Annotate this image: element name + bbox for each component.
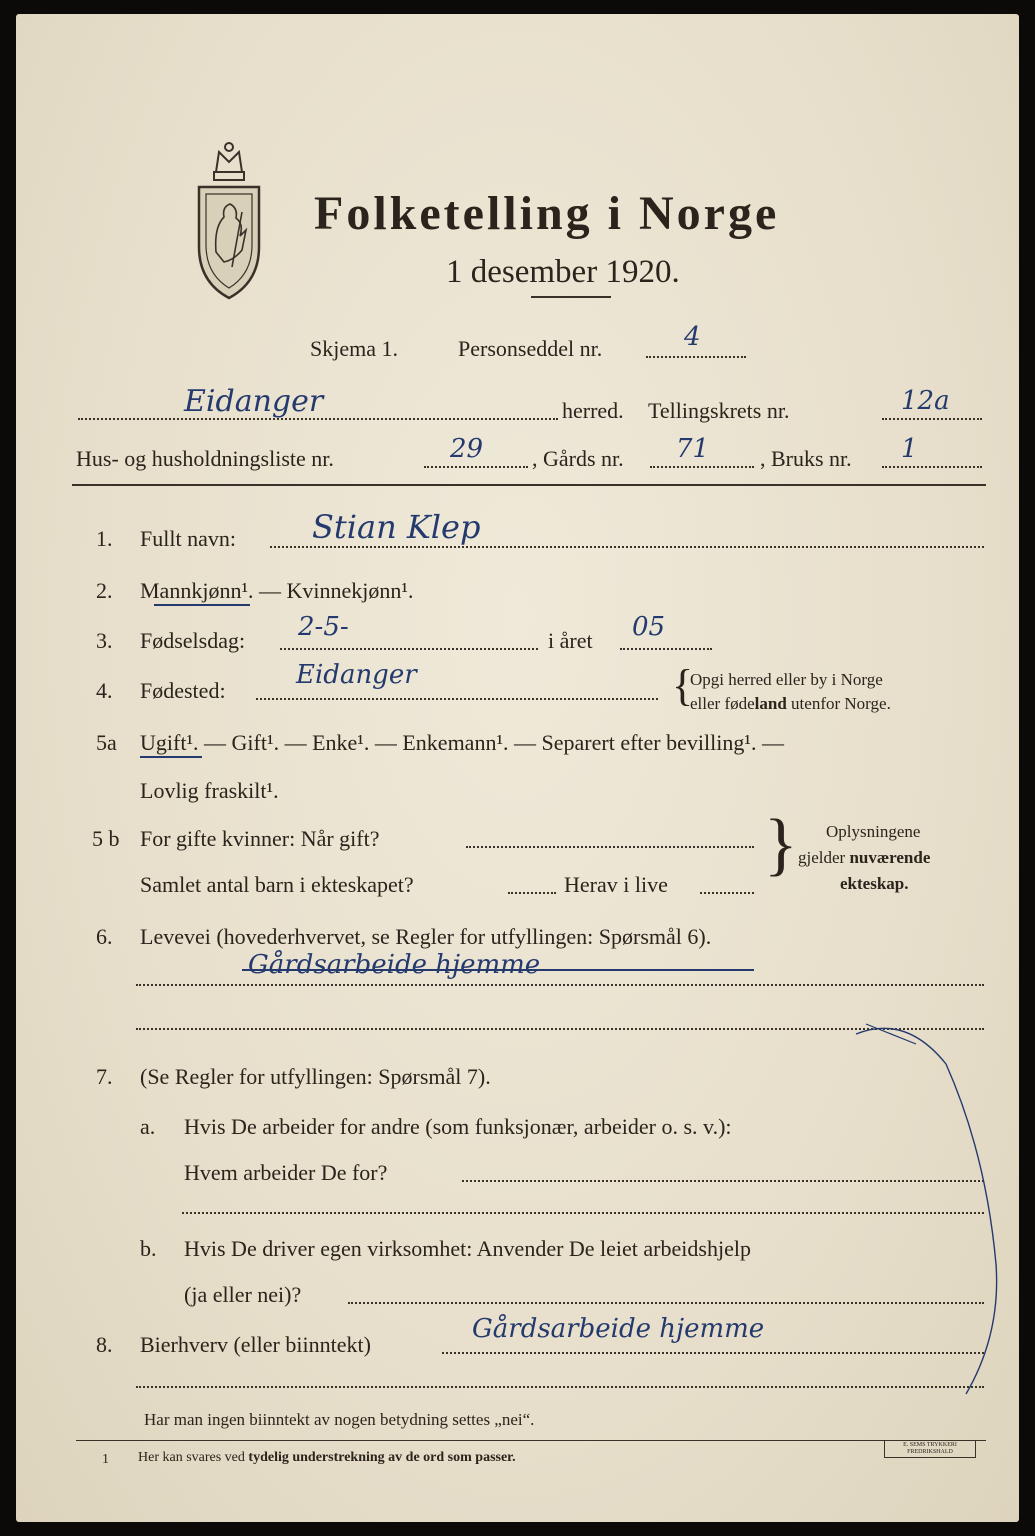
year-value[interactable]: 05 (632, 612, 666, 642)
household-list-label: Hus- og husholdningsliste nr. (76, 446, 334, 471)
tellingskrets-label: Tellingskrets nr. (648, 398, 790, 423)
marriage-note-1: Oplysningene (826, 822, 921, 841)
birthday-line (280, 648, 538, 650)
q7a-letter: a. (140, 1114, 156, 1139)
household-list-value[interactable]: 29 (450, 434, 484, 464)
year-line (620, 648, 712, 650)
marriage-note-2: gjelder nuværende (798, 848, 931, 867)
q2-number: 2. (96, 578, 113, 603)
bruks-value[interactable]: 1 (901, 434, 918, 464)
q7-label: (Se Regler for utfyllingen: Spørsmål 7). (140, 1064, 491, 1089)
household-list-line (424, 466, 528, 468)
personseddel-label: Personseddel nr. (458, 336, 603, 361)
occupation-line-1 (136, 984, 984, 986)
side-income-value[interactable]: Gårdsarbeide hjemme (472, 1314, 765, 1344)
occupation-label: Levevei (hovederhvervet, se Regler for utfyllingen: Spørsmål 6). (140, 924, 712, 949)
marital-options: Ugift¹. — Gift¹. — Enke¹. — Enkemann¹. — Separert efter bevilling¹. — (140, 730, 784, 755)
birthplace-brace: { (672, 661, 694, 710)
q6-number: 6. (96, 924, 113, 949)
form-title: Folketelling i Norge (314, 187, 780, 240)
children-line (508, 892, 556, 894)
pen-mark (836, 1004, 1006, 1404)
marriage-note-3: ekteskap. (840, 874, 909, 893)
header-divider (72, 484, 986, 486)
q7b-letter: b. (140, 1236, 157, 1261)
tellingskrets-value[interactable]: 12a (901, 386, 950, 416)
bruks-line (882, 466, 982, 468)
alive-label: Herav i live (564, 872, 668, 897)
q7-number: 7. (96, 1064, 113, 1089)
gards-label: , Gårds nr. (532, 446, 624, 471)
marriage-brace: } (764, 806, 798, 883)
marital-underline (140, 756, 202, 758)
personseddel-line (646, 356, 746, 358)
q5a-number: 5a (96, 730, 117, 755)
gards-value[interactable]: 71 (676, 434, 710, 464)
alive-line (700, 892, 754, 894)
employer-label: Hvem arbeider De for? (184, 1160, 388, 1185)
self-employed-question: Hvis De driver egen virksomhet: Anvender De leiet arbeidshjelp (184, 1236, 751, 1261)
married-when-label: For gifte kvinner: Når gift? (140, 826, 380, 851)
personseddel-value[interactable]: 4 (684, 322, 701, 352)
q4-number: 4. (96, 678, 113, 703)
census-date: 1 desember 1920. (446, 254, 680, 290)
birthday-value[interactable]: 2-5- (298, 612, 349, 642)
coat-of-arms-icon (194, 132, 264, 302)
hired-help-label: (ja eller nei)? (184, 1282, 302, 1307)
schema-label: Skjema 1. (310, 336, 398, 361)
q3-number: 3. (96, 628, 113, 653)
birthplace-value[interactable]: Eidanger (296, 660, 417, 690)
birthplace-line (256, 698, 658, 700)
occupation-value[interactable]: Gårdsarbeide hjemme (248, 950, 541, 980)
occupation-strikethrough (242, 969, 754, 971)
employer-question: Hvis De arbeider for andre (som funksjonær, arbeider o. s. v.): (184, 1114, 732, 1139)
printer-stamp: E. SEMS TRYKKERI FREDRIKSHALD (884, 1440, 976, 1458)
married-when-line (466, 846, 754, 848)
q1-number: 1. (96, 526, 113, 551)
birthplace-note-2: eller fødeland utenfor Norge. (690, 694, 891, 713)
full-name-line (270, 546, 984, 548)
children-label: Samlet antal barn i ekteskapet? (140, 872, 414, 897)
q4-label: Fødested: (140, 678, 226, 703)
title-divider (531, 296, 611, 298)
footnote-text: Her kan svares ved tydelig understrekning av de ord som passer. (138, 1450, 516, 1465)
herred-value[interactable]: Eidanger (184, 384, 324, 419)
gender-underline (154, 604, 250, 606)
bruks-label: , Bruks nr. (760, 446, 852, 471)
q8-number: 8. (96, 1332, 113, 1357)
footer-divider (76, 1440, 986, 1441)
footer-note: Har man ingen biinntekt av nogen betydning settes „nei“. (144, 1410, 535, 1429)
herred-label: herred. (562, 398, 624, 423)
marital-options-cont: Lovlig fraskilt¹. (140, 778, 279, 803)
census-form-page (16, 14, 1019, 1522)
year-label: i året (548, 628, 593, 653)
birthplace-note-1: Opgi herred eller by i Norge (690, 670, 883, 689)
side-income-label: Bierhverv (eller biinntekt) (140, 1332, 371, 1357)
footnote-number: 1 (102, 1452, 109, 1467)
q5b-number: 5 b (92, 826, 120, 851)
tellingskrets-line (882, 418, 982, 420)
gender-options: Mannkjønn¹. — Kvinnekjønn¹. (140, 578, 414, 603)
q1-label: Fullt navn: (140, 526, 236, 551)
gards-line (650, 466, 754, 468)
q3-label: Fødselsdag: (140, 628, 246, 653)
full-name-value[interactable]: Stian Klep (312, 508, 481, 546)
